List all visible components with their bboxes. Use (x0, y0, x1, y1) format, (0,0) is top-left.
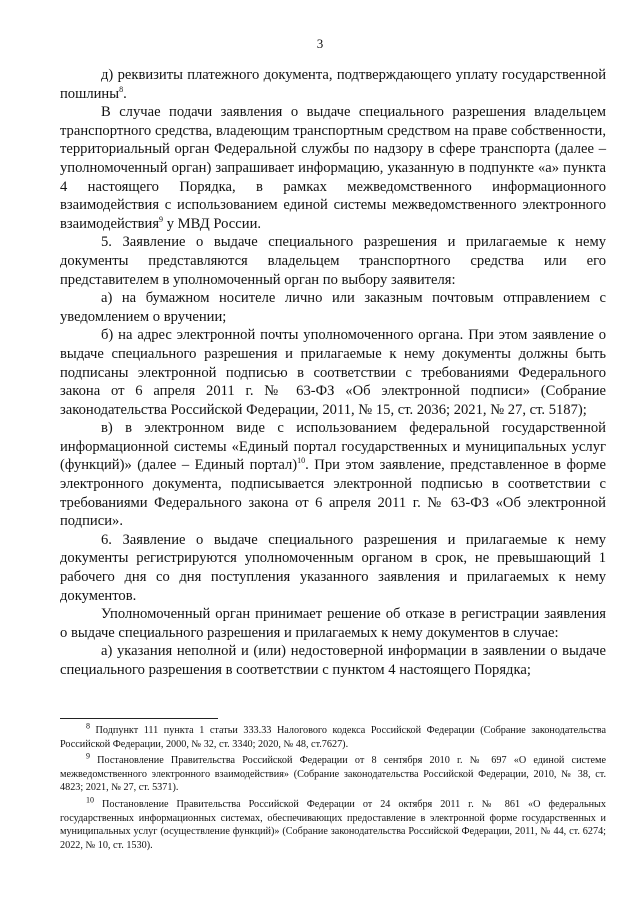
footnote-9 (60, 751, 606, 795)
paragraph-item-5a (60, 289, 606, 326)
footnote-ref[interactable]: 9 (159, 214, 164, 224)
paragraph-text-after: у МВД России. (163, 215, 262, 232)
paragraph-text-after: . При этом заявление, представленное в форме электронного документа, подписывается электронной подписью в соответствии с требованиями Федерального закона от 6 апреля 2011 г. № 63-ФЗ «Об электронной подписи». (60, 457, 606, 530)
footnote-8 (60, 721, 606, 751)
paragraph-text: а) указания неполной и (или) недостоверной информации в заявлении о выдаче специального разрешения в соответствии с пунктом 4 настоящего Порядка; (60, 643, 606, 678)
paragraph-text: а) на бумажном носителе лично или заказным почтовым отправлением с уведомлением о вручении; (60, 290, 606, 325)
paragraph-text: 6. Заявление о выдаче специального разрешения и прилагаемые к нему документы регистрируются уполномоченным органом в срок, не превышающий 1 рабочего дня со дня поступления указанного заявления и прилагаемых к нему документов. (60, 531, 606, 604)
paragraph-payment-details (60, 66, 606, 103)
footnote-ref[interactable]: 8 (119, 84, 124, 94)
footnote-number: 10 (86, 795, 94, 805)
paragraph-text: 5. Заявление о выдаче специального разрешения и прилагаемые к нему документы представляются владельцем транспортного средства или его представителем в уполномоченный орган по выбору заявителя: (60, 234, 606, 288)
paragraph-text: В случае подачи заявления о выдаче специального разрешения владельцем транспортного средства, владеющим транспортным средством на праве собственности, территориальный орган Федеральной службы по надзору в сфере транспорта (далее – уполномоченный орган) запрашивает информацию, указанную в подпункте «а» пункта 4 настоящего Порядка, в рамках межведомственного информационного взаимодействия с использованием единой системы межведомственного электронного взаимодействия (60, 104, 606, 232)
paragraph-text: Уполномоченный орган принимает решение об отказе в регистрации заявления о выдаче специального разрешения и прилагаемых к нему документов в случае: (60, 606, 606, 641)
footnote-text: Постановление Правительства Российской Федерации от 8 сентября 2010 г. № 697 «О единой системе межведомственного электронного взаимодействия» (Собрание законодательства Российской Федерации, 2010, № 38, ст. 4823; 2021, № 27, ст. 5371). (60, 755, 606, 794)
body-text (60, 66, 606, 680)
paragraph-text: б) на адрес электронной почты уполномоченного органа. При этом заявление о выдаче специального разрешения и прилагаемые к нему документы должны быть подписаны электронной подписью в соответствии с требованиями Федерального закона от 6 апреля 2011 г. № 63-ФЗ «Об электронной подписи» (Собрание законодательства Российской Федерации, 2011, № 15, ст. 2036; 2021, № 27, ст. 5187); (60, 327, 606, 418)
paragraph-item-5v (60, 419, 606, 531)
paragraph-refusal-a (60, 642, 606, 679)
paragraph-item-6 (60, 531, 606, 605)
footnotes (60, 721, 606, 855)
footnote-10 (60, 795, 606, 852)
paragraph-text-after: . (123, 85, 127, 102)
paragraph-refusal (60, 605, 606, 642)
paragraph-text: в) в электронном виде с использованием федеральной государственной информационной системы «Единый портал государственных и муниципальных услуг (функций)» (далее – Единый портал) (60, 420, 606, 474)
footnote-number: 8 (86, 721, 90, 731)
footnote-number: 9 (86, 751, 90, 761)
footnote-separator (60, 718, 218, 719)
footnote-ref[interactable]: 10 (297, 456, 306, 466)
paragraph-text: д) реквизиты платежного документа, подтверждающего уплату государственной пошлины (60, 67, 606, 102)
paragraph-item-5b (60, 326, 606, 419)
page-number: 3 (316, 36, 324, 51)
footnote-text: Постановление Правительства Российской Федерации от 24 октября 2011 г. № 861 «О федеральных государственных информационных системах, обеспечивающих предоставление в электронной форме государственных и муниципальных услуг (осуществление функций)» (Собрание законодательства Российской Федерации, 2011, № 44, ст. 6274; 2022, № 10, ст. 1530). (60, 798, 606, 851)
paragraph-interagency-request (60, 103, 606, 233)
footnote-text: Подпункт 111 пункта 1 статьи 333.33 Налогового кодекса Российской Федерации (Собрание законодательства Российской Федерации, 2000, № 32, ст. 3340; 2020, № 48, ст.7627). (60, 725, 606, 750)
paragraph-item-5 (60, 233, 606, 289)
